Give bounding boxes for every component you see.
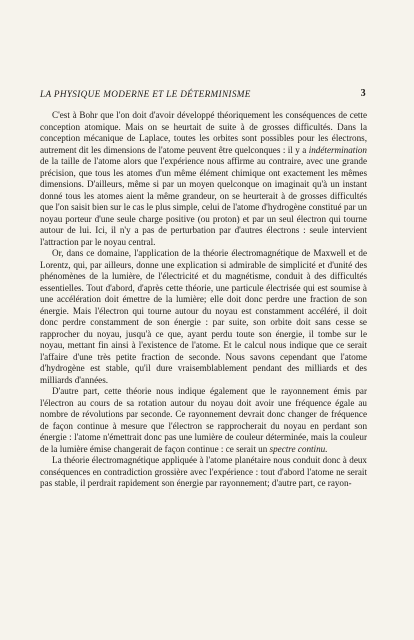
paragraph-2 xyxy=(40,248,367,386)
paragraph-text: de la taille de l'atome alors que l'expérience nous affirme au contraire, avec une grande précision, que tous les atomes d'un même élément chimique ont exactement les mêmes dimensions. D'ailleurs, même si par un moyen quelconque on imaginait qu'à un instant donné tous les atomes aient la même grandeur, on se heurterait à de grosses difficultés que l'on saisit bien sur le cas le plus simple, celui de l'atome d'hydrogène constitué par un noyau porteur d'une seule charge positive (ou proton) et par un seul électron qui tourne autour de lui. Ici, il n'y a pas de perturbation par d'autres électrons : seule intervient l'attraction par le noyau central. xyxy=(40,156,367,247)
italic-term: spectre continu. xyxy=(269,443,328,454)
page-number: 3 xyxy=(360,88,366,99)
paragraph-4 xyxy=(40,455,367,490)
paragraph-3 xyxy=(40,386,367,455)
running-header xyxy=(40,89,366,101)
body-text xyxy=(40,110,367,490)
paragraph-1 xyxy=(40,110,367,248)
running-title: LA PHYSIQUE MODERNE ET LE DÉTERMINISME xyxy=(40,89,251,99)
paragraph-text: C'est à Bohr que l'on doit d'avoir développé théoriquement les conséquences de cette conception atomique. Mais on se heurtait de suite à de grosses difficultés. Dans la conception mécanique de Laplace, toutes les orbites sont possibles pour les électrons, autrement dit les dimensions de l'atome peuvent être quelconques : il y a xyxy=(40,110,367,155)
paragraph-text: Or, dans ce domaine, l'application de la théorie électromagnétique de Maxwell et de Lorentz, qui, par ailleurs, donne une explication si admirable de simplicité et d'unité des phénomènes de la lumière, de l'électricité et du magnétisme, conduit à des difficultés essentielles. Tout d'abord, d'après cette théorie, une particule électrisée qui est soumise à une accélération doit émettre de la lumière; elle doit donc perdre une fraction de son énergie. Mais l'électron qui tourne autour du noyau est constamment accéléré, il doit donc perdre constamment de son énergie : par suite, son orbite doit sans cesse se rapprocher du noyau, jusqu'à ce que, ayant perdu toute son énergie, il tombe sur le noyau, mettant fin ainsi à l'existence de l'atome. Et le calcul nous indique que ce serait l'affaire d'une très petite fraction de seconde. Nous savons cependant que l'atome d'hydrogène est stable, qu'il dure vraisemblablement pendant des milliards et des milliards d'années. xyxy=(40,248,367,385)
italic-term: indétermination xyxy=(308,144,367,155)
paragraph-text: La théorie électromagnétique appliquée à l'atome planétaire nous conduit donc à deux conséquences en contradiction grossière avec l'expérience : tout d'abord l'atome ne serait pas stable, il perdrait rapidement son énergie par rayonnement; d'autre part, ce rayon- xyxy=(40,455,367,488)
paragraph-text: D'autre part, cette théorie nous indique également que le rayonnement émis par l'électron au cours de sa rotation autour du noyau doit avoir une fréquence égale au nombre de révolutions par seconde. Ce rayonnement devrait donc changer de fréquence de façon continue à mesure que l'électron se rapprocherait du noyau en perdant son énergie : l'atome n'émettrait donc pas une lumière de couleur déterminée, mais la couleur de la lumière émise changerait de façon continue : ce serait un xyxy=(40,386,367,454)
